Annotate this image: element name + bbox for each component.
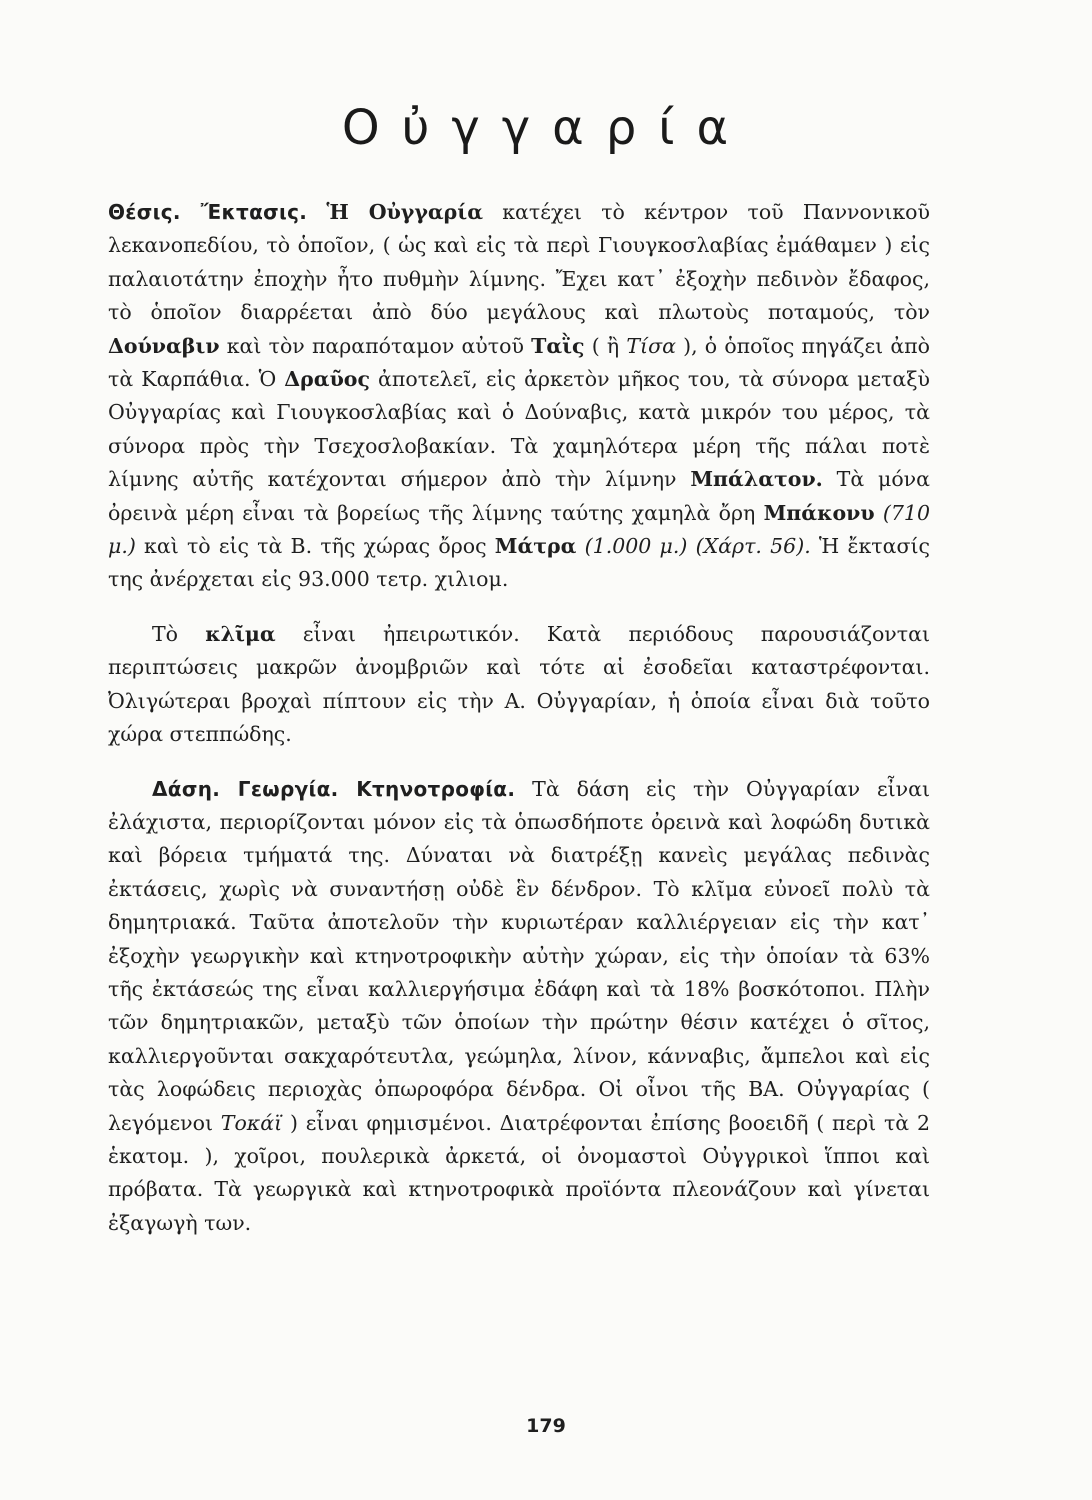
term-balaton: Μπάλατον. bbox=[690, 467, 823, 492]
term-tisza: Ταῒς bbox=[531, 333, 585, 358]
text-fragment: Τὰ μόνα ὀρεινὰ μέρη εἶναι τὰ βορείως τῆς λίμνης ταύτης χαμηλὰ ὄρη bbox=[108, 467, 930, 525]
text-fragment: καὶ τὸ εἰς τὰ Β. τῆς χώρας ὄρος bbox=[135, 534, 495, 559]
paragraph-gap bbox=[108, 597, 930, 618]
page-number: 179 bbox=[526, 1415, 566, 1437]
term-bakony: Μπάκονυ bbox=[763, 500, 875, 525]
paragraph-climate bbox=[108, 618, 930, 752]
paragraph-gap bbox=[108, 752, 930, 773]
page-title: Οὐγγαρία bbox=[341, 100, 751, 156]
text-fragment: εἶναι ἠπειρωτικόν. Κατὰ περιόδους παρουσιάζονται περιπτώσεις μακρῶν ἀνομβριῶν καὶ τότε αἱ ἐσοδεῖαι καταστρέφονται. Ὀλιγώτεραι βροχαὶ πίπτουν εἰς τὴν Α. Οὐγγαρίαν, ἡ ὁποία εἶναι διὰ τοῦτο χώρα στεππώδης. bbox=[108, 621, 930, 747]
text-fragment: κατέχει τὸ κέντρον τοῦ Παννονικοῦ λεκανοπεδίου, τὸ ὁποῖον, ( ὡς καὶ εἰς τὰ περὶ Γιουγκοσλαβίας ἐμάθαμεν ) εἰς παλαιοτάτην ἐποχὴν ἦτο πυθμὴν λίμνης. Ἔχει κατ᾽ ἐξοχὴν πεδινὸν ἔδαφος, τὸ ὁποῖον διαρρέεται ἀπὸ δύο μεγάλους καὶ πλωτοὺς ποταμούς, τὸν bbox=[108, 200, 930, 325]
bakony-height: (710 μ.) bbox=[108, 500, 930, 559]
text-fragment: Τὸ bbox=[152, 621, 206, 646]
term-climate: κλῖμα bbox=[205, 621, 276, 646]
main-text bbox=[108, 196, 930, 1240]
text-fragment: ( ἢ bbox=[584, 333, 627, 358]
text-fragment: ), ὁ ὁποῖος πηγάζει ἀπὸ τὰ Καρπάθια. Ὁ bbox=[108, 333, 930, 392]
subject-hungary: Ἡ Οὐγγαρία bbox=[326, 200, 483, 224]
text-fragment: καὶ τὸν παραπόταμον αὐτοῦ bbox=[219, 333, 532, 358]
paragraph-agriculture bbox=[108, 773, 930, 1241]
matra-height: (1.000 μ.) (Χάρτ. 56). bbox=[576, 534, 811, 559]
text-fragment: Ἡ ἔκτασίς της ἀνέρχεται εἰς 93.000 τετρ. χιλιομ. bbox=[108, 534, 930, 592]
text-fragment: Τὰ δάση εἰς τὴν Οὐγγαρίαν εἶναι ἐλάχιστα, περιορίζονται μόνον εἰς τὰ ὁπωσδήποτε ὀρεινὰ καὶ λοφώδη δυτικὰ καὶ βόρεια τμήματά της. Δύναται νὰ διατρέξῃ κανεὶς μεγάλας πεδινὰς ἐκτάσεις, χωρὶς νὰ συναντήσῃ οὐδὲ ἓν δένδρον. Τὸ κλῖμα εὐνοεῖ πολὺ τὰ δημητριακά. Ταῦτα ἀποτελοῦν τὴν κυριωτέραν καλλιέργειαν εἰς τὴν κατ᾽ ἐξοχὴν γεωργικὴν καὶ κτηνοτροφικὴν αὐτὴν χώραν, εἰς τὴν ὁποίαν τὰ 63% τῆς ἐκτάσεώς της εἶναι καλλιεργήσιμα ἐδάφη καὶ τὰ 18% βοσκότοποι. Πλὴν τῶν δημητριακῶν, μεταξὺ τῶν ὁποίων τὴν πρώτην θέσιν κατέχει ὁ σῖτος, καλλιεργοῦνται σακχαρότευτλα, γεώμηλα, λίνον, κάνναβις, ἄμπελοι καὶ εἰς τὰς λοφώδεις περιοχὰς ὀπωροφόρα δένδρα. Οἱ οἶνοι τῆς ΒΑ. Οὐγγαρίας ( λεγόμενοι bbox=[108, 776, 930, 1135]
section-heading-position-area: Θέσις. Ἔκτασις. bbox=[108, 200, 308, 224]
text-fragment: ἀποτελεῖ, εἰς ἀρκετὸν μῆκος του, τὰ σύνορα μεταξὺ Οὐγγαρίας καὶ Γιουγκοσλαβίας καὶ ὁ Δούναβις, κατὰ μικρόν του μέρος, τὰ σύνορα πρὸς τὴν Τσεχοσλοβακίαν. Τὰ χαμηλότερα μέρη τῆς πάλαι ποτὲ λίμνης αὐτῆς κατέχονται σήμερον ἀπὸ τὴν λίμνην bbox=[108, 367, 930, 492]
term-matra: Μάτρα bbox=[494, 534, 577, 559]
text-fragment: ) εἶναι φημισμένοι. Διατρέφονται ἐπίσης βοοειδῆ ( περὶ τὰ 2 ἑκατομ. ), χοῖροι, πουλερικὰ ἀρκετά, οἱ ὀνομαστοὶ Οὐγγρικοὶ ἵπποι καὶ πρόβατα. Τὰ γεωργικὰ καὶ κτηνοτροφικὰ προϊόντα πλεονάζουν καὶ γίνεται ἐξαγωγὴ των. bbox=[108, 1110, 930, 1235]
term-tisa: Τίσα bbox=[626, 333, 676, 358]
term-drava: Δραῦος bbox=[284, 367, 370, 392]
section-heading-agriculture: Δάση. Γεωργία. Κτηνοτροφία. bbox=[152, 776, 516, 801]
term-danube: Δούναβιν bbox=[108, 333, 220, 358]
paragraph-position-area bbox=[108, 196, 930, 597]
term-tokaji: Τοκάϊ bbox=[220, 1110, 283, 1135]
